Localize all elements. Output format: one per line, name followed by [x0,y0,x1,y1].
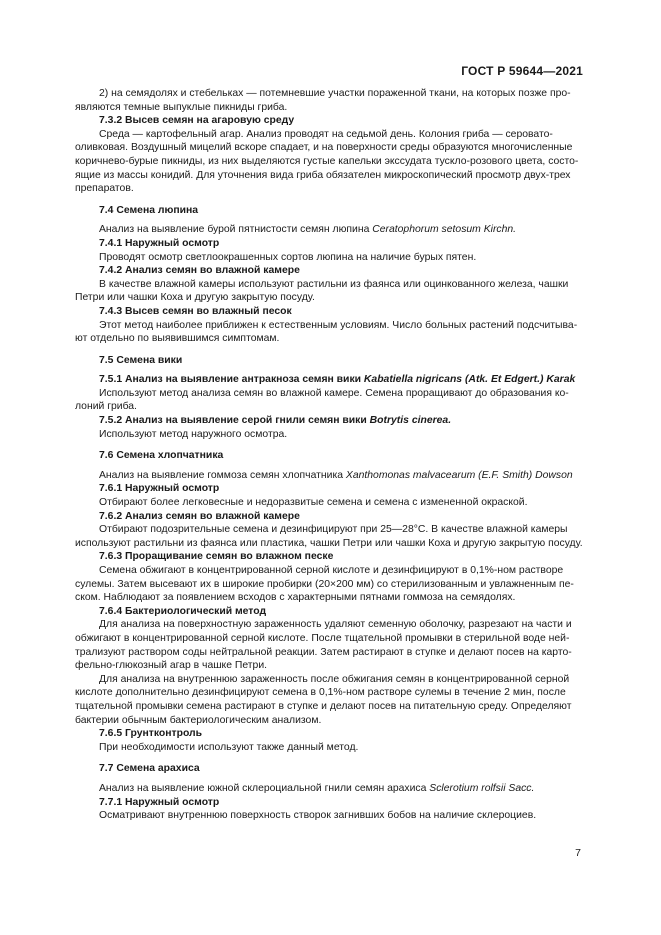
species-name: Kabatiella nigricans (Atk. Et Edgert.) Karak [363,374,576,386]
subsection-heading-7-4-1: 7.4.1 Наружный осмотр [99,237,220,249]
subsection-heading-7-6-4: 7.6.4 Бактериологический метод [99,605,267,617]
text-line: Используют метод анализа семян во влажной камере. Семена проращивают до образования ко- [99,387,569,399]
heading-span: 7.5.2 Анализ на выявление серой гнили семян вики [99,415,370,427]
subsection-heading-7-4-2: 7.4.2 Анализ семян во влажной камере [99,265,300,277]
standard-number: ГОСТ Р 59644—2021 [461,64,583,78]
text-span: Анализ на выявление гоммоза семян хлопчатника [99,469,346,481]
text-line: Семена обжигают в концентрированной серной кислоте и дезинфицируют в 0,1%-ном растворе [99,565,564,576]
section-heading-7-7: 7.7 Семена арахиса [99,763,200,775]
text-line: ют отдельно по выявившимся симптомам. [75,333,280,345]
text-line: лоний гриба. [75,401,137,413]
text-line: Используют метод наружного осмотра. [99,428,288,440]
text-line: Проводят осмотр светлоокрашенных сортов люпина на наличие бурых пятен. [99,251,477,263]
text-line: являются темные выпуклые пикниды гриба. [75,101,288,113]
text-span: Анализ на выявление бурой пятнистости семян люпина [99,224,373,236]
subsection-heading-7-5-1 [75,373,583,387]
text-line: Осматривают внутреннюю поверхность створок загнивших бобов на наличие склероциев. [99,810,537,822]
text-line: фельно-глюкозный агар в чашке Петри. [75,660,268,672]
text-line: препаратов. [75,183,134,195]
page-body [75,87,583,823]
section-heading-7-6: 7.6 Семена хлопчатника [99,450,224,462]
text-line: Петри или чашки Коха и другую закрытую посуду. [75,292,315,304]
text-line: сулемы. Затем высевают их в широкие пробирки (20×200 мм) со стерилизованным и увлажненным пе- [75,578,574,590]
text-line [75,469,583,483]
text-line: тщательной промывки семена растирают в ступке и делают посев на питательную среду. Определяют [75,700,572,712]
text-line: ском. Наблюдают за появлением всходов с характерными пятнами гоммоза на семядолях. [75,592,516,604]
heading-span: 7.5.1 Анализ на выявление антракноза семян вики [99,374,364,386]
subsection-heading-7-6-1: 7.6.1 Наружный осмотр [99,483,220,495]
text-line: Отбирают более легковесные и недоразвитые семена и семена с измененной окраской. [99,497,528,509]
text-line [75,223,583,237]
text-line: Среда — картофельный агар. Анализ проводят на седьмой день. Колония гриба — серовато- [99,128,553,140]
page-number: 7 [575,847,581,859]
subsection-heading-7-3-2: 7.3.2 Высев семян на агаровую среду [99,115,295,127]
species-name: Xanthomonas malvacearum (E.F. Smith) Dowson [345,469,573,481]
text-line: В качестве влажной камеры используют растильни из фаянса или оцинкованного железа, чашки [99,278,569,290]
text-line: Для анализа на внутреннюю зараженность после обжигания семян в концентрированной серной [99,673,570,685]
text-line: оливковая. Воздушный мицелий вскоре спадает, и на поверхности среды образуются многочисленные [75,142,573,154]
text-line [75,782,583,796]
text-line: коричнево-бурые пикниды, из них выделяются густые капельки экссудата тускло-розового цвета, состо- [75,155,579,167]
species-name: Ceratophorum setosum Kirchn. [372,224,517,236]
subsection-heading-7-6-5: 7.6.5 Грунтконтроль [99,728,203,740]
subsection-heading-7-6-3: 7.6.3 Проращивание семян во влажном песке [99,551,334,563]
text-line: При необходимости используют также данный метод. [99,741,359,753]
subsection-heading-7-6-2: 7.6.2 Анализ семян во влажной камере [99,510,300,522]
text-line: используют растильни из фаянса или пластика, чашки Петри или чашки Коха и другую закрытую посуду. [75,537,583,549]
section-heading-7-4: 7.4 Семена люпина [99,204,199,216]
subsection-heading-7-5-2 [75,414,583,428]
species-name: Botrytis cinerea. [369,415,452,427]
subsection-heading-7-7-1: 7.7.1 Наружный осмотр [99,796,220,808]
text-line: 2) на семядолях и стебельках — потемневшие участки пораженной ткани, на которых позже про- [99,88,571,99]
text-line: обжигают в концентрированной серной кислоте. После тщательной промывки в стерильной воде ней- [75,632,570,644]
text-line: ящие из массы конидий. Для уточнения вида гриба обязателен микроскопический просмотр двух-трех [75,169,571,181]
text-line: бактерии обычным бактериологическим анализом. [75,714,322,726]
section-heading-7-5: 7.5 Семена вики [99,354,183,366]
text-line: Этот метод наиболее приближен к естественным условиям. Число больных растений подсчитыва- [99,319,578,331]
species-name: Sclerotium rolfsii Sacc. [429,782,535,794]
text-span: Анализ на выявление южной склероциальной гнили семян арахиса [99,782,430,794]
text-line: Отбирают подозрительные семена и дезинфицируют при 25—28°С. В качестве влажной камеры [99,524,568,536]
text-line: трализуют раствором соды нейтральной реакции. Затем растирают в ступке и делают посев на карто- [75,646,572,658]
text-line: кислоте дополнительно дезинфицируют семена в 0,1%-ном растворе сулемы в течение 2 мин, после [75,687,566,699]
text-line: Для анализа на поверхностную зараженность удаляют семенную оболочку, разрезают на части и [99,619,572,631]
subsection-heading-7-4-3: 7.4.3 Высев семян во влажный песок [99,305,292,317]
